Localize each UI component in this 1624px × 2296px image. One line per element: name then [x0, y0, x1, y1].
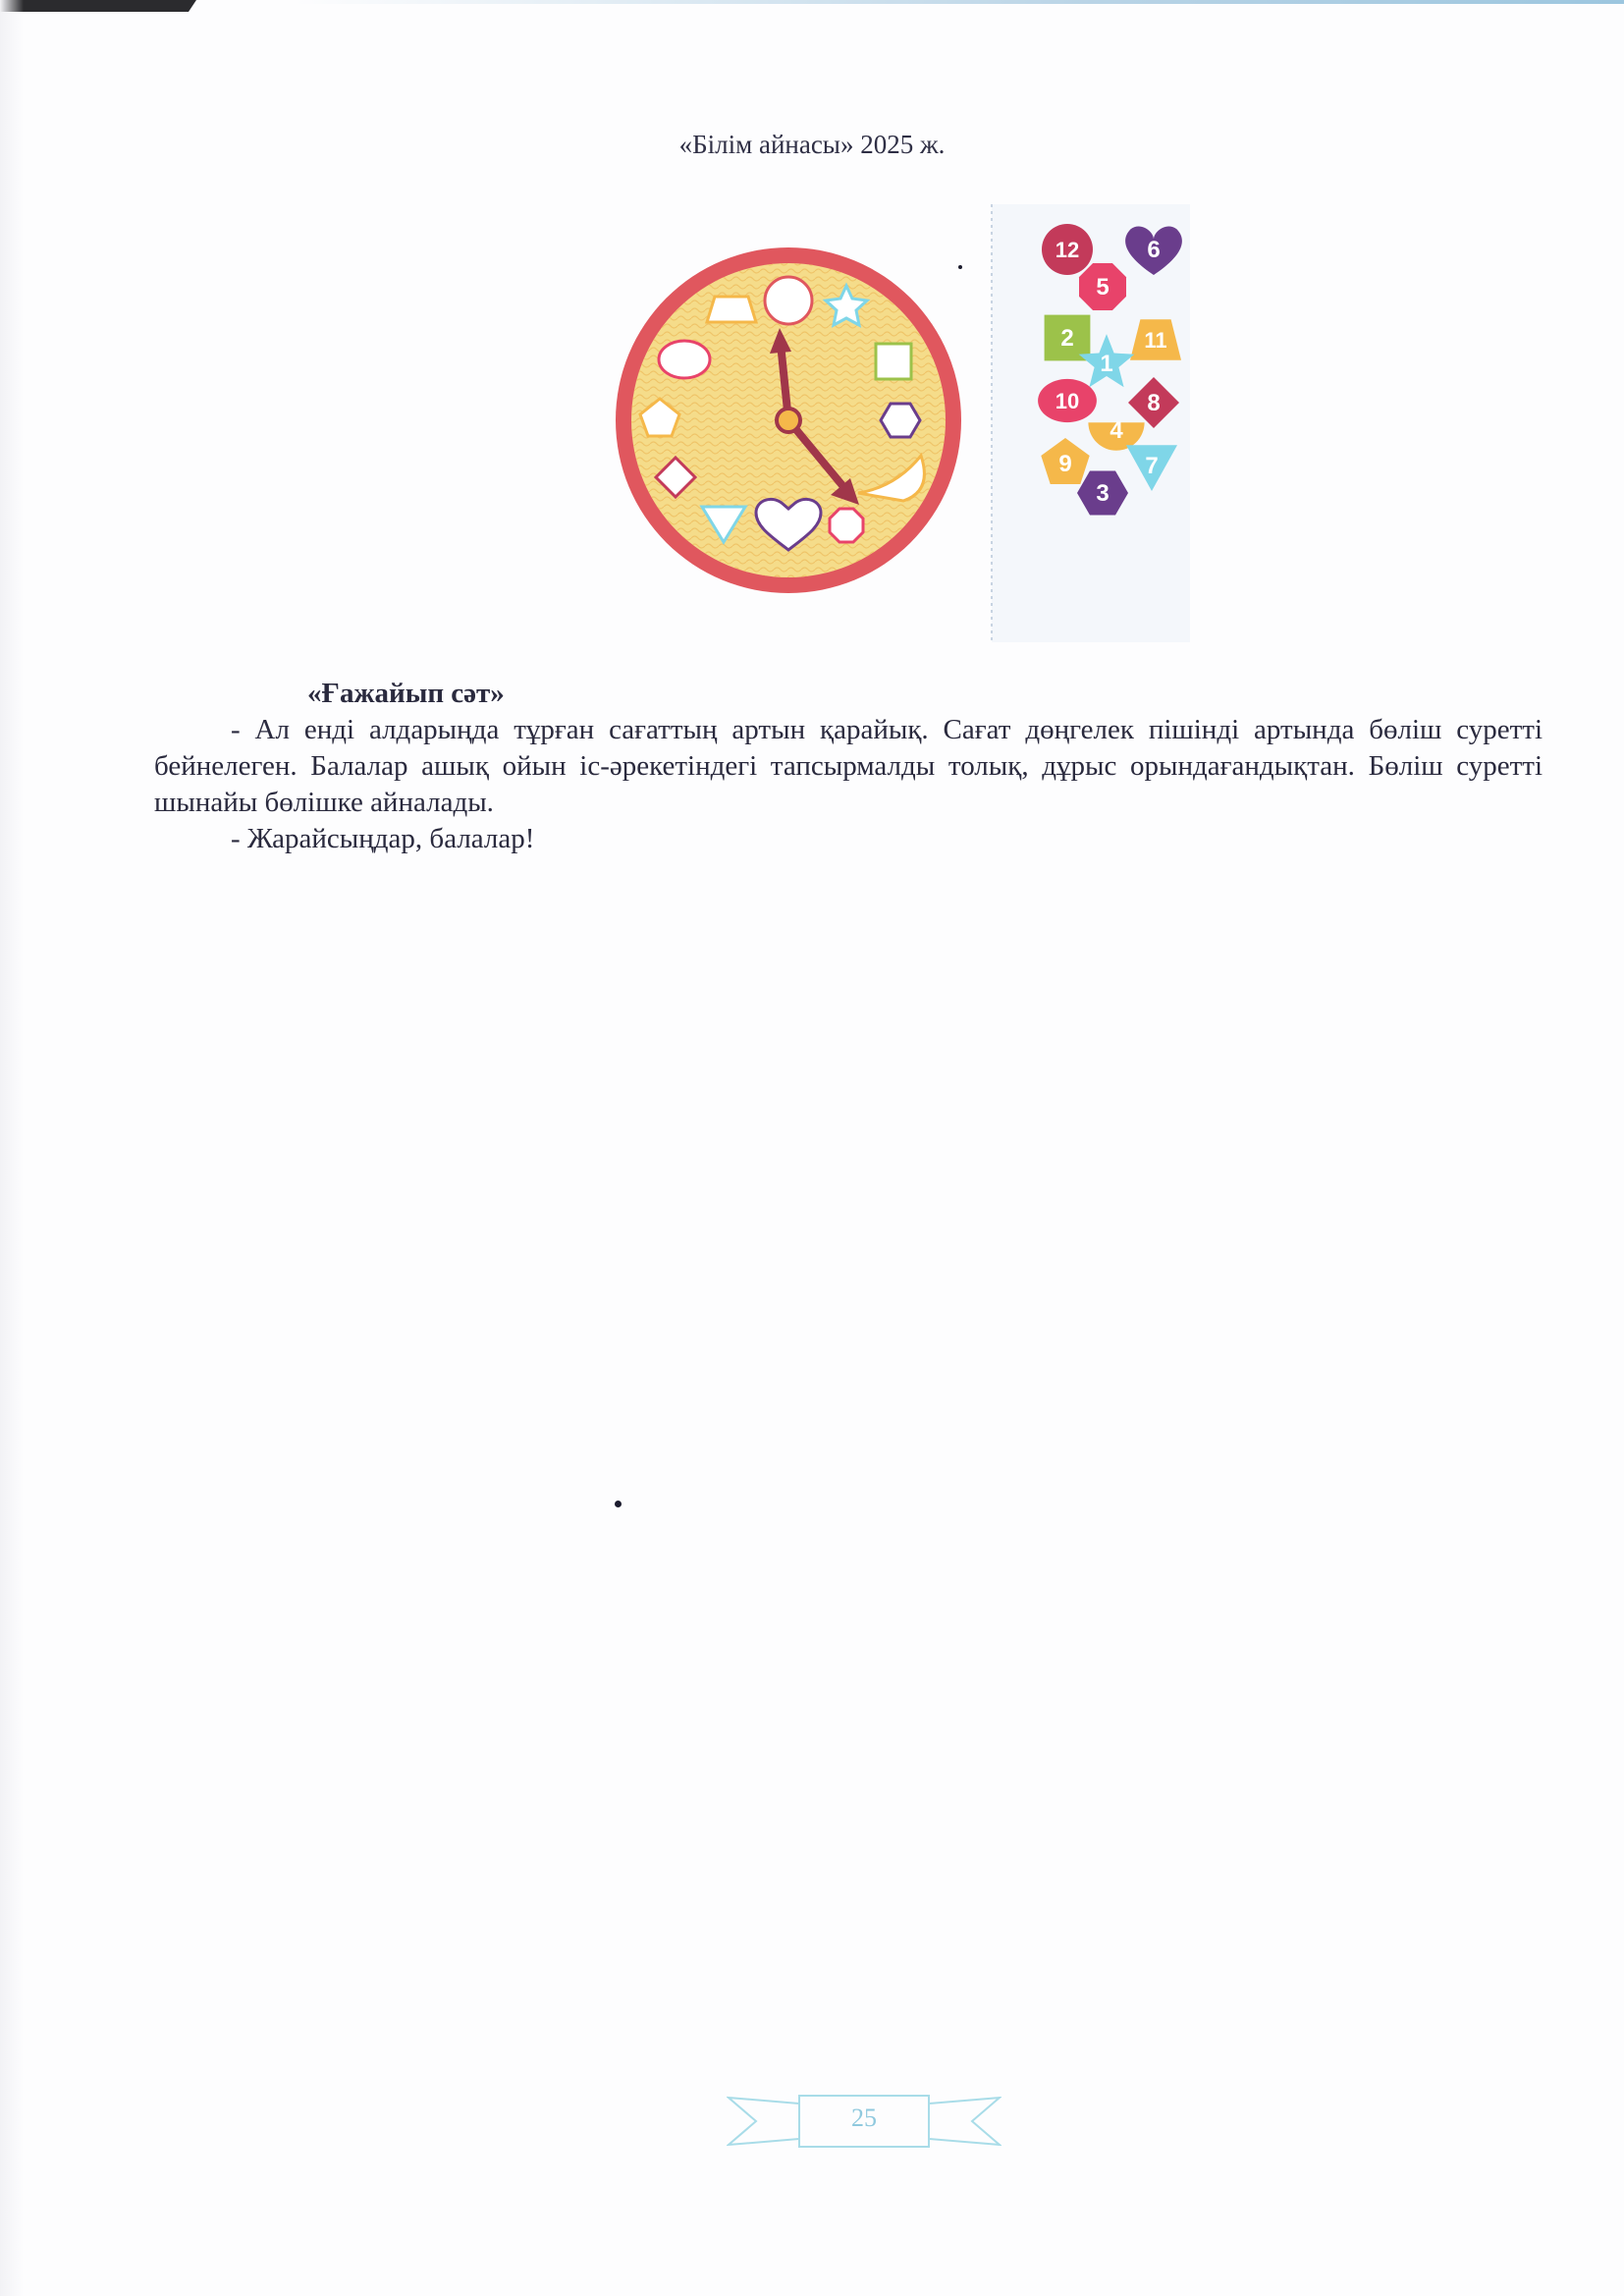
tile-number: 7: [1145, 453, 1159, 479]
tile-number: 5: [1096, 274, 1110, 301]
clock-shape-hexagon: [881, 404, 920, 437]
scan-speck: [615, 1501, 622, 1507]
clock-shape-circle: [765, 277, 812, 324]
tile-number: 9: [1058, 451, 1072, 477]
tile-number: 6: [1147, 237, 1161, 263]
page-number: 25: [851, 2104, 877, 2132]
clock: [616, 247, 961, 593]
scan-speck: [958, 265, 962, 269]
scan-shadow-edge: [0, 0, 24, 2296]
tile-number: 8: [1147, 390, 1161, 416]
page-header: «Білім айнасы» 2025 ж.: [678, 130, 946, 159]
page-top-border: [295, 0, 1624, 4]
clock-center-pin: [777, 409, 800, 432]
text-section: [154, 676, 1543, 857]
tile-number: 10: [1055, 389, 1080, 413]
paragraph-instruction: - Ал енді алдарыңда тұрған сағаттың артын қарайық. Сағат дөңгелек пішінді артында бөліш суретті бейнелеген. Балалар ашық ойын іс-әрекетіндегі тапсырмалды толық, дұрыс орындағандықтан. Бөліш суретті шынайы бөлішке айналады.: [154, 714, 1543, 818]
clock-shape-trapezoid: [707, 297, 756, 322]
clock-puzzle-svg: [609, 196, 1198, 648]
paragraph-praise: - Жарайсыңдар, балалар!: [231, 823, 535, 854]
tile-number: 4: [1110, 417, 1123, 444]
section-title: «Ғажайып сәт»: [307, 678, 505, 709]
scan-shadow-corner: [0, 0, 196, 29]
tile-number: 1: [1100, 351, 1113, 377]
tile-number: 11: [1144, 328, 1167, 353]
clock-shape-ellipse: [659, 341, 710, 378]
tile-number: 3: [1096, 480, 1110, 507]
clock-shape-octagon: [830, 509, 863, 542]
page-number-ribbon: [727, 2082, 1001, 2160]
tile-number: 2: [1060, 325, 1074, 352]
clock-puzzle-figure: [609, 196, 1198, 648]
clock-shape-square: [876, 344, 911, 379]
tile-number: 12: [1055, 238, 1080, 262]
